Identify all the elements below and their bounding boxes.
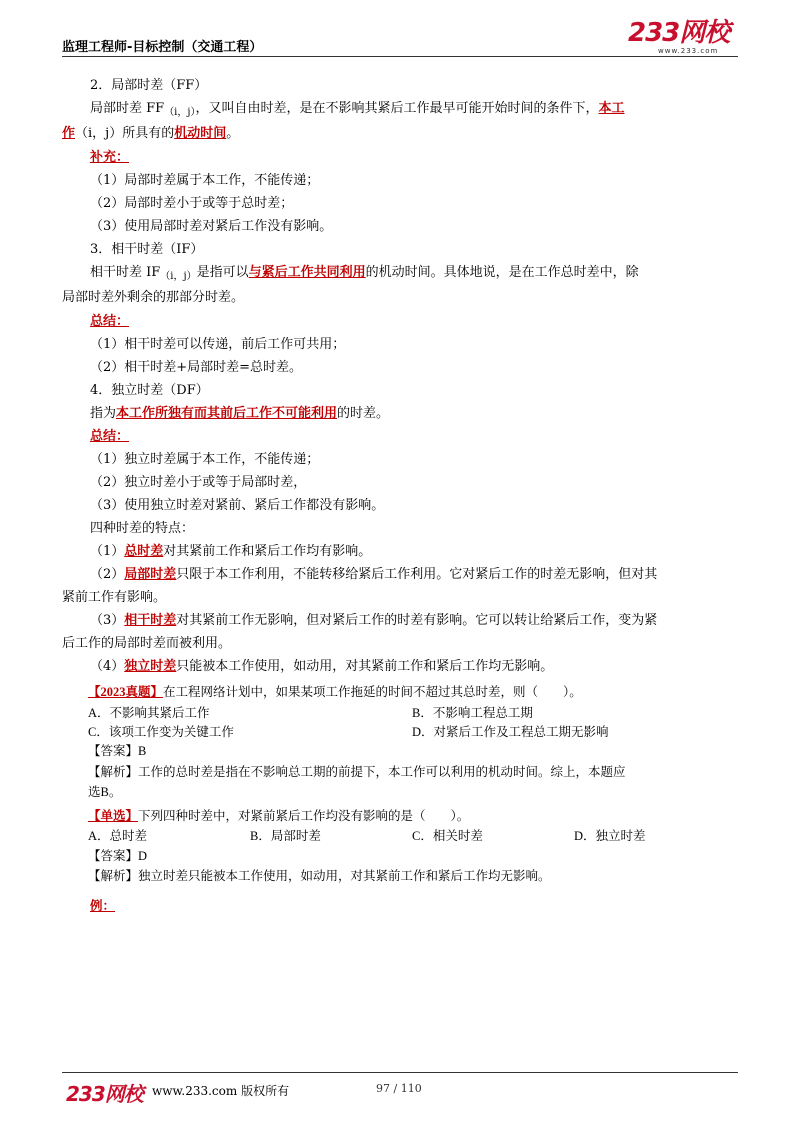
section-if-title: 3．相干时差（IF） <box>90 242 204 257</box>
question-2-answer: 【答案】D <box>88 849 148 863</box>
highlight-text: 相干时差 <box>124 613 177 628</box>
note-label-summary: 总结： <box>90 314 130 329</box>
section-ff-title: 2．局部时差（FF） <box>90 78 208 93</box>
page-header-title: 监理工程师-目标控制（交通工程） <box>62 40 263 55</box>
text: ，又叫自由时差，是在不影响其紧后工作最早可能开始时间的条件下， <box>195 101 599 116</box>
question-1-option-c: C．该项工作变为关键工作 <box>88 725 234 739</box>
section-df-paragraph <box>90 404 389 424</box>
subscript: （i，j） <box>164 107 196 118</box>
text: 的机动时间。具体地说，是在工作总时差中，除 <box>365 265 639 280</box>
note-item: （3）使用独立时差对紧前、紧后工作都没有影响。 <box>90 498 385 513</box>
brand-logo-text: 233网校 <box>628 18 730 48</box>
note-label-summary: 总结： <box>90 429 130 444</box>
question-1-analysis-line1: 【解析】工作的总时差是指在不影响总工期的前提下，本工作可以利用的机动时间。综上，本题应 <box>88 765 626 779</box>
four-types-item <box>90 611 657 631</box>
note-item: （1）局部时差属于本工作，不能传递； <box>90 173 320 188</box>
question-2-option-d: D．独立时差 <box>574 829 646 843</box>
question-2-option-c: C．相关时差 <box>412 829 483 843</box>
text: （3） <box>90 613 125 628</box>
text: 只能被本工作使用，如动用，对其紧前工作和紧后工作均无影响。 <box>176 659 554 674</box>
question-1-option-a: A．不影响其紧后工作 <box>88 706 210 720</box>
four-types-item-cont: 后工作的局部时差而被利用。 <box>62 636 232 651</box>
section-if-paragraph-line1 <box>90 263 639 287</box>
text: 指为 <box>90 406 117 421</box>
highlight-text: 作 <box>62 126 76 141</box>
highlight-text: 独立时差 <box>124 659 177 674</box>
text: 的时差。 <box>337 406 390 421</box>
section-if-paragraph-line2: 局部时差外剩余的那部分时差。 <box>62 290 245 305</box>
page-number: 97 / 110 <box>376 1082 422 1095</box>
question-2-option-a: A．总时差 <box>88 829 148 843</box>
highlight-text: 机动时间 <box>174 126 227 141</box>
four-types-item <box>90 657 553 677</box>
question-1-option-d: D．对紧后工作及工程总工期无影响 <box>412 725 609 739</box>
text: 对其紧前工作无影响，但对紧后工作的时差有影响。它可以转让给紧后工作，变为紧 <box>176 613 658 628</box>
note-item: （3）使用局部时差对紧后工作没有影响。 <box>90 219 333 234</box>
footer-copyright: www.233.com 版权所有 <box>152 1084 290 1098</box>
highlight-text: 本工 <box>598 101 625 116</box>
four-types-item-cont: 紧前工作有影响。 <box>62 590 167 605</box>
note-item: （2）相干时差+局部时差=总时差。 <box>90 360 303 375</box>
text: 在工程网络计划中，如果某项工作拖延的时间不超过其总时差，则（ ）。 <box>163 685 582 699</box>
brand-logo <box>628 20 738 56</box>
footer-divider <box>62 1072 738 1073</box>
text: 相干时差 IF <box>90 265 161 280</box>
question-tag: 【2023真题】 <box>88 685 164 699</box>
question-1-analysis-line2: 选B。 <box>88 785 122 799</box>
highlight-text: 本工作所独有而其前后工作不可能利用 <box>116 406 338 421</box>
text: （i，j）所具有的 <box>75 126 175 141</box>
question-2-analysis: 【解析】独立时差只能被本工作使用，如动用，对其紧前工作和紧后工作均无影响。 <box>88 869 551 883</box>
question-1-option-b: B．不影响工程总工期 <box>412 706 533 720</box>
text: （1） <box>90 544 125 559</box>
note-label-supplement: 补充： <box>90 150 130 165</box>
note-item: （2）局部时差小于或等于总时差； <box>90 196 294 211</box>
section-df-title: 4．独立时差（DF） <box>90 383 209 398</box>
note-item: （1）独立时差属于本工作，不能传递； <box>90 452 320 467</box>
text: 只限于本工作利用，不能转移给紧后工作利用。它对紧后工作的时差无影响，但对其 <box>176 567 658 582</box>
note-item: （1）相干时差可以传递，前后工作可共用； <box>90 337 346 352</box>
four-types-item <box>90 542 371 562</box>
subscript: （i，j） <box>160 271 197 282</box>
highlight-text: 与紧后工作共同利用 <box>248 265 366 280</box>
question-tag: 【单选】 <box>88 809 139 823</box>
text: 下列四种时差中，对紧前紧后工作均没有影响的是（ ）。 <box>138 809 470 823</box>
text: 。 <box>226 126 240 141</box>
text: 是指可以 <box>196 265 249 280</box>
four-types-title: 四种时差的特点： <box>90 521 195 536</box>
question-2-option-b: B．局部时差 <box>250 829 321 843</box>
highlight-text: 总时差 <box>124 544 164 559</box>
question-1-stem <box>88 682 582 702</box>
section-ff-paragraph-line1 <box>90 99 625 123</box>
section-ff-paragraph-line2 <box>62 124 239 144</box>
note-item: （2）独立时差小于或等于局部时差， <box>90 475 307 490</box>
highlight-text: 局部时差 <box>124 567 177 582</box>
text: （4） <box>90 659 125 674</box>
text: （2） <box>90 567 125 582</box>
example-label: 例： <box>90 899 116 913</box>
brand-logo-url: www.233.com <box>658 47 719 55</box>
text: 对其紧前工作和紧后工作均有影响。 <box>163 544 372 559</box>
header-divider <box>62 56 738 57</box>
text: 局部时差 FF <box>90 101 165 116</box>
four-types-item <box>90 565 657 585</box>
question-2-stem <box>88 806 469 826</box>
question-1-answer: 【答案】B <box>88 744 147 758</box>
footer-logo: 233网校 <box>66 1082 143 1106</box>
